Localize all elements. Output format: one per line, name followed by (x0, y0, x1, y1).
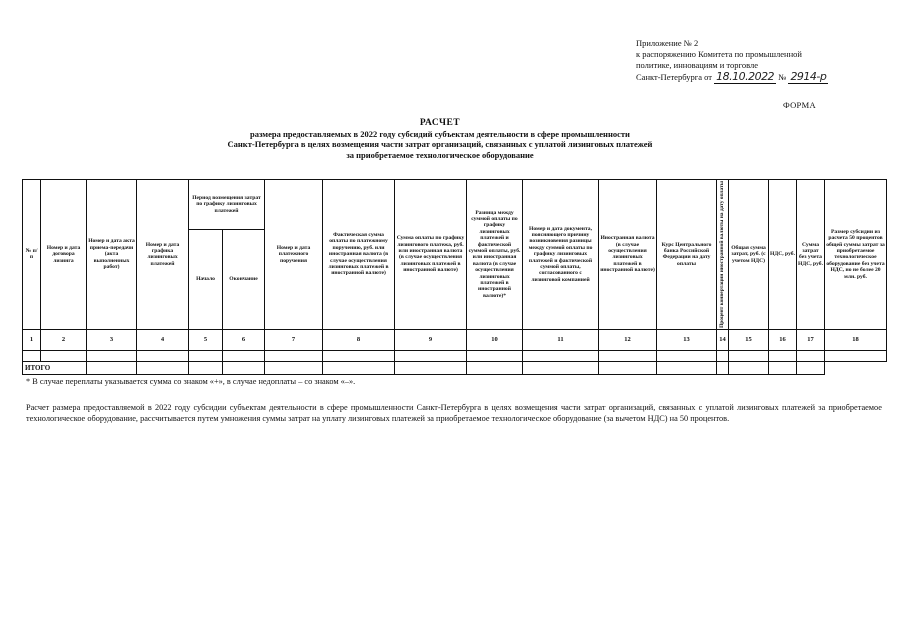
appendix-date-handwritten: 18.10.2022 (716, 70, 775, 83)
column-number: 8 (323, 329, 395, 350)
title-line-1: размера предоставляемых в 2022 году субсидий субъектам деятельности в сфере промышленности (250, 128, 630, 139)
header-col-1: № п/п (23, 180, 41, 330)
appendix-block (636, 38, 886, 83)
header-col-14 (717, 180, 729, 330)
column-number: 1 (23, 329, 41, 350)
header-col-3: Номер и дата акта приема-передачи (акта выполненных работ) (87, 180, 137, 330)
column-number: 14 (717, 329, 729, 350)
column-number: 5 (189, 329, 223, 350)
header-col-6: Окончание (223, 229, 265, 329)
header-col-11: Номер и дата документа, поясняющего причину возникновения разницы между суммой оплаты по графику лизинговых платежей и фактической суммой оплаты, согласованного с лизинговой компанией (523, 180, 599, 330)
column-number: 7 (265, 329, 323, 350)
title-heading: РАСЧЕТ (419, 118, 461, 128)
appendix-line-2: к распоряжению Комитета по промышленной (636, 49, 802, 59)
appendix-date-prefix: Санкт-Петербурга от (636, 72, 712, 82)
header-col-15: Общая сумма затрат, руб. (с учетом НДС) (729, 180, 769, 330)
column-number: 3 (87, 329, 137, 350)
column-number: 12 (599, 329, 657, 350)
column-number: 16 (769, 329, 797, 350)
header-col-14-text: Процент конвертации иностранной валюты на дату оплаты (719, 181, 726, 328)
total-row (23, 361, 887, 374)
column-number-row (23, 329, 887, 350)
column-number: 9 (395, 329, 467, 350)
appendix-line-1: Приложение № 2 (636, 38, 699, 48)
header-col-10: Разница между суммой оплаты по графику лизинговых платежей и фактической суммой оплаты, руб. или иностранная валюта (в случае осуществления лизинговых платежей в иностранной валюте)* (467, 180, 523, 330)
header-col-7: Номер и дата платежного поручения (265, 180, 323, 330)
header-col-8: Фактическая сумма оплаты по платежному поручению, руб. или иностранная валюта (в случае осуществления лизинговых платежей в иностранной валюте) (323, 180, 395, 330)
column-number: 17 (797, 329, 825, 350)
header-col-9: Сумма оплаты по графику лизингового платежа, руб. или иностранная валюта (в случае осуществления лизинговых платежей в иностранной валюте) (395, 180, 467, 330)
calculation-table (22, 179, 887, 375)
appendix-line-4 (636, 71, 886, 83)
title-line-3: за приобретаемое технологическое оборудование (346, 149, 534, 160)
appendix-number-handwritten: 2914-р (790, 70, 827, 83)
header-col-13: Курс Центрального банка Российской Федерации на дату оплаты (657, 180, 717, 330)
column-number: 15 (729, 329, 769, 350)
header-col-4: Номер и дата графика лизинговых платежей (137, 180, 189, 330)
column-number: 18 (825, 329, 887, 350)
column-number: 4 (137, 329, 189, 350)
document-title (160, 118, 720, 160)
total-label: ИТОГО (23, 361, 87, 374)
header-col-2: Номер и дата договора лизинга (41, 180, 87, 330)
title-line-2: Санкт-Петербурга в целях возмещения части затрат организаций, связанных с уплатой лизинговых платежей (227, 139, 653, 149)
appendix-line-3: политике, инновациям и торговле (636, 60, 758, 70)
column-number: 2 (41, 329, 87, 350)
header-period-group: Период возмещения затрат по графику лизинговых платежей (189, 180, 265, 230)
column-number: 11 (523, 329, 599, 350)
calculation-paragraph: Расчет размера предоставляемой в 2022 году субсидии субъектам деятельности в сфере промышленности Санкт-Петербурга в целях возмещения части затрат организаций, связанных с уплатой лизинговых платежей за приобретаемое технологическое оборудование, рассчитывается путем умножения суммы затрат на уплату лизинговых платежей за приобретаемое технологическое оборудование (за вычетом НДС) на 50 процентов. (26, 403, 882, 423)
column-number: 10 (467, 329, 523, 350)
data-row-empty (23, 350, 887, 361)
appendix-number-sign: № (778, 72, 787, 82)
column-number: 13 (657, 329, 717, 350)
header-col-17: Сумма затрат без учета НДС, руб. (797, 180, 825, 330)
column-number: 6 (223, 329, 265, 350)
forma-label: ФОРМА (783, 100, 816, 110)
header-col-12: Иностранная валюта (в случае осуществления лизинговых платежей в иностранной валюте) (599, 180, 657, 330)
footnote: * В случае переплаты указывается сумма со знаком «+», в случае недоплаты – со знаком «–». (26, 377, 356, 386)
header-col-5: Начало (189, 229, 223, 329)
header-col-16: НДС, руб. (769, 180, 797, 330)
header-col-18: Размер субсидии из расчета 50 процентов общей суммы затрат за приобретаемое технологическое оборудование без учета НДС, но не более 20 млн. руб. (825, 180, 887, 330)
